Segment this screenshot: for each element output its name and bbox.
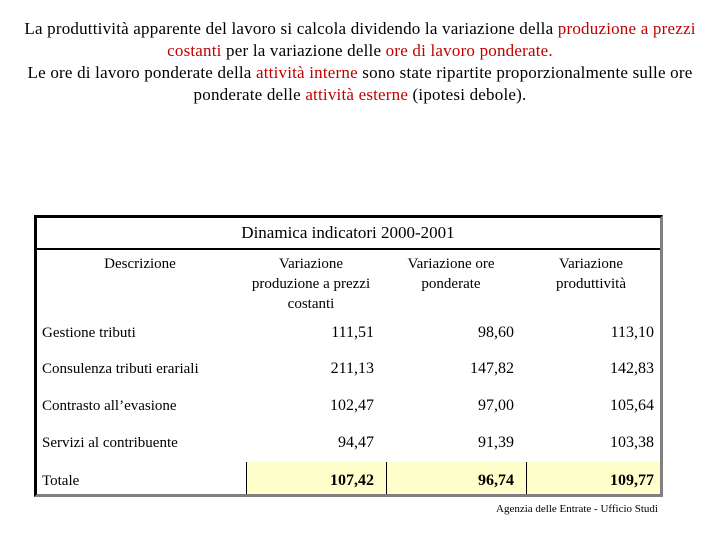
cell-productivity: 142,83: [610, 360, 654, 377]
cell-productivity-total: 109,77: [610, 472, 654, 489]
header-productivity: Variazione produttività: [556, 256, 626, 292]
intro-p1-a: La produttività apparente del lavoro si calcola dividendo la variazione della: [24, 19, 558, 38]
cell-production: 211,13: [330, 360, 374, 377]
intro-p1-d: ore di lavoro ponderate: [385, 41, 549, 60]
cell-hours: 91,39: [478, 434, 514, 451]
header-description: Descrizione: [104, 256, 176, 272]
row-label: Servizi al contribuente: [42, 435, 178, 451]
cell-production: 102,47: [330, 397, 374, 414]
header-hours: Variazione ore ponderate: [407, 256, 495, 292]
row-label: Gestione tributi: [42, 325, 136, 341]
intro-p2-c: sono state ripartite proporzionalmente sulle ore ponderate delle: [193, 63, 693, 104]
cell-productivity: 113,10: [610, 324, 654, 341]
row-label: Consulenza tributi erariali: [42, 361, 199, 377]
cell-hours: 97,00: [478, 397, 514, 414]
intro-p2-b: attività interne: [256, 63, 358, 82]
intro-p2-d: attività esterne: [305, 85, 409, 104]
cell-production-total: 107,42: [330, 472, 374, 489]
footer-source: Agenzia delle Entrate - Ufficio Studi: [496, 503, 658, 515]
intro-p1-e: .: [548, 41, 553, 60]
row-label-total: Totale: [42, 473, 80, 489]
intro-text: [20, 18, 700, 106]
cell-productivity: 103,38: [610, 434, 654, 451]
intro-p1-b: produzione a prezzi costanti: [167, 19, 696, 60]
cell-hours: 147,82: [470, 360, 514, 377]
table-title: Dinamica indicatori 2000-2001: [36, 218, 660, 250]
intro-p2-a: Le ore di lavoro ponderate della: [27, 63, 256, 82]
row-label: Contrasto all’evasione: [42, 398, 177, 414]
cell-hours-total: 96,74: [478, 472, 514, 489]
cell-hours: 98,60: [478, 324, 514, 341]
cell-production: 94,47: [338, 434, 374, 451]
intro-p1-c: per la variazione delle: [221, 41, 386, 60]
cell-productivity: 105,64: [610, 397, 654, 414]
cell-production: 111,51: [331, 324, 374, 341]
intro-p2-e: (ipotesi debole).: [408, 85, 527, 104]
header-production: Variazione produzione a prezzi costanti: [251, 256, 371, 312]
